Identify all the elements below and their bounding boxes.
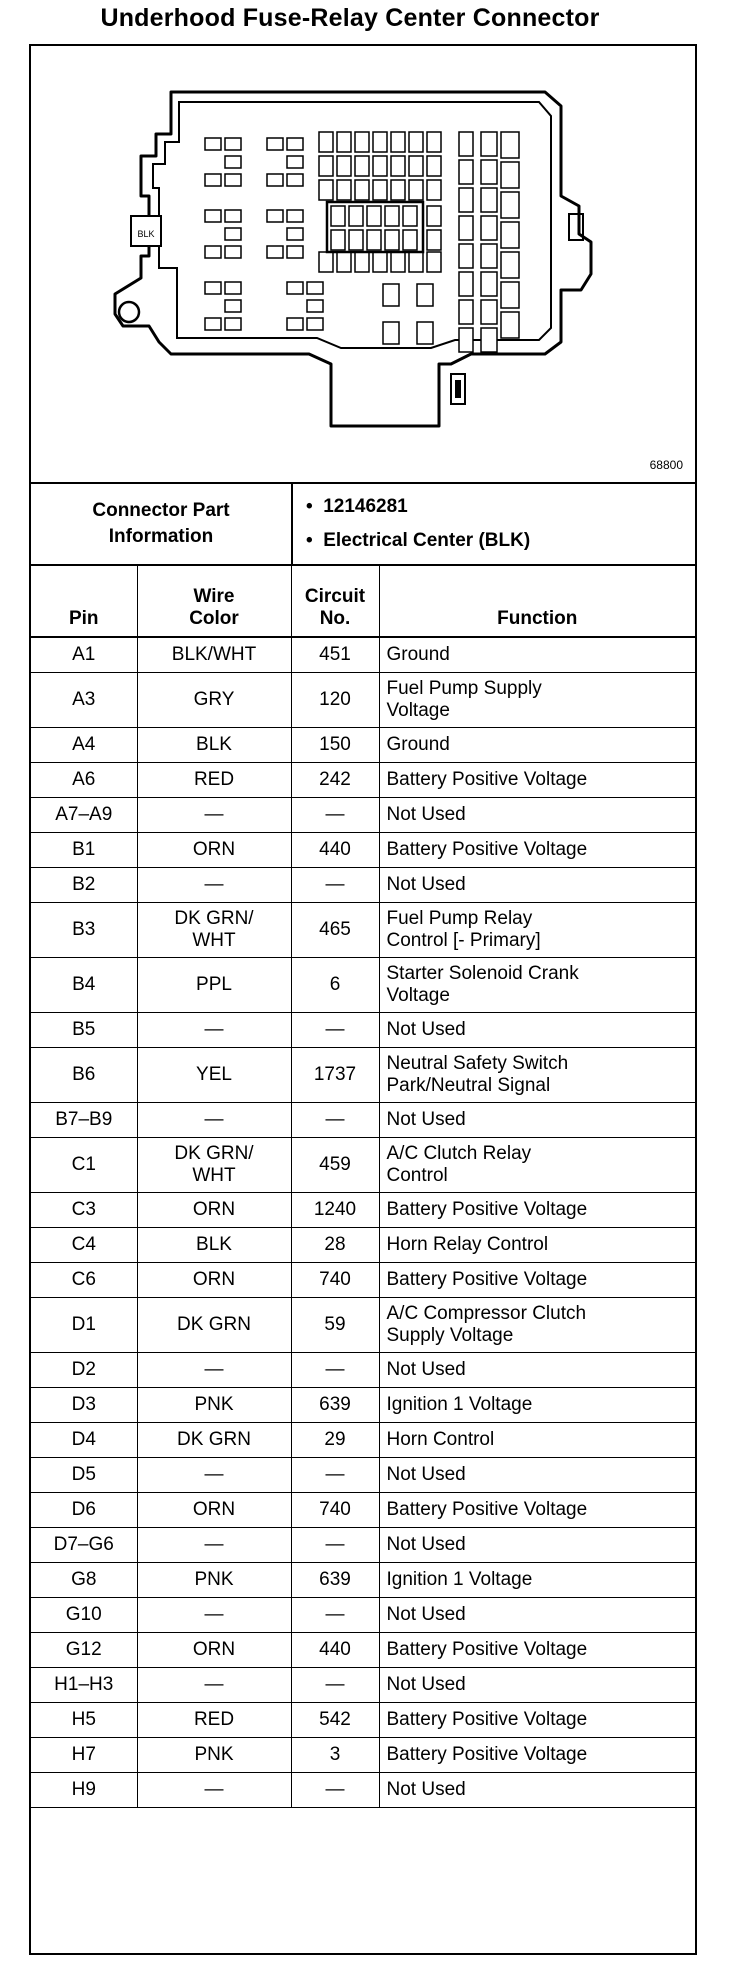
pin-cell: B2 — [31, 868, 137, 903]
wire-color-cell: ORN — [137, 1493, 291, 1528]
circuit-cell: 542 — [291, 1703, 379, 1738]
circuit-cell: — — [291, 868, 379, 903]
pin-cell: H7 — [31, 1738, 137, 1773]
table-row — [31, 1738, 695, 1773]
wire-color-cell: PNK — [137, 1738, 291, 1773]
table-row — [31, 1668, 695, 1703]
circuit-cell: 150 — [291, 728, 379, 763]
function-cell: A/C Compressor Clutch Supply Voltage — [379, 1298, 695, 1353]
header-function: Function — [379, 565, 695, 638]
function-cell: Not Used — [379, 798, 695, 833]
table-header-row — [31, 565, 695, 638]
connector-description: • Electrical Center (BLK) — [306, 524, 530, 558]
pin-cell: B5 — [31, 1013, 137, 1048]
function-cell: Battery Positive Voltage — [379, 1193, 695, 1228]
wire-color-cell: DK GRN/ WHT — [137, 1138, 291, 1193]
function-cell: Not Used — [379, 868, 695, 903]
pin-cell: H1–H3 — [31, 1668, 137, 1703]
pin-cell: B1 — [31, 833, 137, 868]
pin-cell: D4 — [31, 1423, 137, 1458]
table-row — [31, 1353, 695, 1388]
pin-cell: B7–B9 — [31, 1103, 137, 1138]
table-row — [31, 798, 695, 833]
function-cell: Ignition 1 Voltage — [379, 1388, 695, 1423]
circuit-cell: 639 — [291, 1563, 379, 1598]
circuit-cell: 440 — [291, 833, 379, 868]
function-cell: Starter Solenoid Crank Voltage — [379, 958, 695, 1013]
function-cell: Battery Positive Voltage — [379, 1633, 695, 1668]
part-info-label-line: Information — [108, 526, 214, 547]
circuit-cell: 740 — [291, 1493, 379, 1528]
pin-cell: G8 — [31, 1563, 137, 1598]
wire-color-cell: — — [137, 868, 291, 903]
circuit-cell: 242 — [291, 763, 379, 798]
connector-sheet — [29, 44, 697, 1955]
function-cell: Not Used — [379, 1458, 695, 1493]
circuit-cell: 29 — [291, 1423, 379, 1458]
table-row — [31, 1298, 695, 1353]
table-row — [31, 1528, 695, 1563]
wire-color-cell: DK GRN — [137, 1423, 291, 1458]
table-row — [31, 1493, 695, 1528]
wire-color-cell: — — [137, 1773, 291, 1808]
part-info-values — [306, 490, 530, 558]
pin-cell: D5 — [31, 1458, 137, 1493]
function-cell: A/C Clutch Relay Control — [379, 1138, 695, 1193]
wire-color-cell: — — [137, 798, 291, 833]
pin-cell: A7–A9 — [31, 798, 137, 833]
part-info-label-line: Connector Part — [92, 500, 230, 521]
header-wire-color: Wire Color — [137, 565, 291, 638]
pin-cell: C1 — [31, 1138, 137, 1193]
circuit-cell: — — [291, 798, 379, 833]
function-cell: Neutral Safety Switch Park/Neutral Signal — [379, 1048, 695, 1103]
wire-color-cell: — — [137, 1528, 291, 1563]
circuit-cell: 440 — [291, 1633, 379, 1668]
function-cell: Ground — [379, 637, 695, 673]
table-row — [31, 868, 695, 903]
fuse-relay-center-drawing — [31, 46, 695, 482]
function-cell: Not Used — [379, 1103, 695, 1138]
table-row — [31, 1138, 695, 1193]
function-cell: Fuel Pump Supply Voltage — [379, 673, 695, 728]
table-row — [31, 1263, 695, 1298]
side-label: BLK — [137, 229, 155, 239]
pin-cell: G12 — [31, 1633, 137, 1668]
circuit-cell: 59 — [291, 1298, 379, 1353]
pin-cell: B3 — [31, 903, 137, 958]
circuit-cell: — — [291, 1013, 379, 1048]
table-row — [31, 1388, 695, 1423]
circuit-cell: 3 — [291, 1738, 379, 1773]
wire-color-cell: DK GRN — [137, 1298, 291, 1353]
table-row — [31, 903, 695, 958]
function-cell: Battery Positive Voltage — [379, 763, 695, 798]
wire-color-cell: PNK — [137, 1388, 291, 1423]
pin-cell: C4 — [31, 1228, 137, 1263]
function-cell: Horn Control — [379, 1423, 695, 1458]
part-info-label — [31, 484, 293, 564]
circuit-cell: 1737 — [291, 1048, 379, 1103]
wire-color-cell: DK GRN/ WHT — [137, 903, 291, 958]
table-row — [31, 1773, 695, 1808]
circuit-cell: — — [291, 1668, 379, 1703]
pin-cell: A3 — [31, 673, 137, 728]
wire-color-cell: RED — [137, 1703, 291, 1738]
function-cell: Not Used — [379, 1353, 695, 1388]
wire-color-cell: — — [137, 1598, 291, 1633]
wire-color-cell: YEL — [137, 1048, 291, 1103]
pin-cell: C3 — [31, 1193, 137, 1228]
page-title: Underhood Fuse-Relay Center Connector — [100, 4, 600, 32]
wire-color-cell: — — [137, 1668, 291, 1703]
table-row — [31, 1013, 695, 1048]
circuit-cell: — — [291, 1103, 379, 1138]
function-cell: Battery Positive Voltage — [379, 1263, 695, 1298]
table-row — [31, 673, 695, 728]
pin-cell: D2 — [31, 1353, 137, 1388]
circuit-cell: 6 — [291, 958, 379, 1013]
circuit-cell: 120 — [291, 673, 379, 728]
pin-cell: A6 — [31, 763, 137, 798]
wire-color-cell: ORN — [137, 833, 291, 868]
header-circuit-no: Circuit No. — [291, 565, 379, 638]
circuit-cell: 28 — [291, 1228, 379, 1263]
table-row — [31, 1598, 695, 1633]
table-row — [31, 1103, 695, 1138]
table-row — [31, 1703, 695, 1738]
part-number: • 12146281 — [306, 490, 530, 524]
function-cell: Battery Positive Voltage — [379, 1738, 695, 1773]
function-cell: Battery Positive Voltage — [379, 833, 695, 868]
circuit-cell: — — [291, 1528, 379, 1563]
table-row — [31, 1228, 695, 1263]
pin-cell: B6 — [31, 1048, 137, 1103]
wire-color-cell: — — [137, 1353, 291, 1388]
circuit-cell: 1240 — [291, 1193, 379, 1228]
wire-color-cell: ORN — [137, 1263, 291, 1298]
function-cell: Battery Positive Voltage — [379, 1703, 695, 1738]
table-row — [31, 1048, 695, 1103]
diagram-reference-number: 68800 — [649, 458, 683, 472]
wire-color-cell: — — [137, 1103, 291, 1138]
header-pin: Pin — [31, 565, 137, 638]
table-row — [31, 1633, 695, 1668]
circuit-cell: 639 — [291, 1388, 379, 1423]
connector-diagram — [31, 46, 695, 484]
table-row — [31, 1193, 695, 1228]
pin-cell: D6 — [31, 1493, 137, 1528]
wire-color-cell: — — [137, 1013, 291, 1048]
circuit-cell: — — [291, 1353, 379, 1388]
wire-color-cell: ORN — [137, 1633, 291, 1668]
pin-cell: D7–G6 — [31, 1528, 137, 1563]
wire-color-cell: PPL — [137, 958, 291, 1013]
wire-color-cell: BLK — [137, 728, 291, 763]
pin-cell: A4 — [31, 728, 137, 763]
table-row — [31, 1563, 695, 1598]
pin-cell: C6 — [31, 1263, 137, 1298]
wire-color-cell: ORN — [137, 1193, 291, 1228]
table-row — [31, 833, 695, 868]
circuit-cell: — — [291, 1773, 379, 1808]
wire-color-cell: BLK — [137, 1228, 291, 1263]
pin-cell: H9 — [31, 1773, 137, 1808]
table-row — [31, 728, 695, 763]
pin-cell: H5 — [31, 1703, 137, 1738]
table-row — [31, 1458, 695, 1493]
function-cell: Battery Positive Voltage — [379, 1493, 695, 1528]
wire-color-cell: GRY — [137, 673, 291, 728]
table-row — [31, 637, 695, 673]
pin-cell: B4 — [31, 958, 137, 1013]
circuit-cell: 451 — [291, 637, 379, 673]
function-cell: Ignition 1 Voltage — [379, 1563, 695, 1598]
pin-cell: A1 — [31, 637, 137, 673]
connector-part-information — [31, 484, 695, 566]
circuit-cell: 740 — [291, 1263, 379, 1298]
pin-cell: G10 — [31, 1598, 137, 1633]
function-cell: Not Used — [379, 1773, 695, 1808]
lower-center-cavities — [383, 284, 433, 344]
circuit-cell: — — [291, 1598, 379, 1633]
table-row — [31, 958, 695, 1013]
wire-color-cell: — — [137, 1458, 291, 1493]
pin-table — [31, 564, 695, 1808]
pin-cell: D1 — [31, 1298, 137, 1353]
circuit-cell: 465 — [291, 903, 379, 958]
right-relay-columns — [459, 132, 519, 352]
function-cell: Horn Relay Control — [379, 1228, 695, 1263]
table-row — [31, 1423, 695, 1458]
pin-cell: D3 — [31, 1388, 137, 1423]
wire-color-cell: PNK — [137, 1563, 291, 1598]
function-cell: Fuel Pump Relay Control [- Primary] — [379, 903, 695, 958]
function-cell: Ground — [379, 728, 695, 763]
wire-color-cell: RED — [137, 763, 291, 798]
left-cavity-group — [205, 138, 323, 330]
circuit-cell: — — [291, 1458, 379, 1493]
circuit-cell: 459 — [291, 1138, 379, 1193]
table-row — [31, 763, 695, 798]
function-cell: Not Used — [379, 1598, 695, 1633]
function-cell: Not Used — [379, 1668, 695, 1703]
function-cell: Not Used — [379, 1528, 695, 1563]
wire-color-cell: BLK/WHT — [137, 637, 291, 673]
function-cell: Not Used — [379, 1013, 695, 1048]
